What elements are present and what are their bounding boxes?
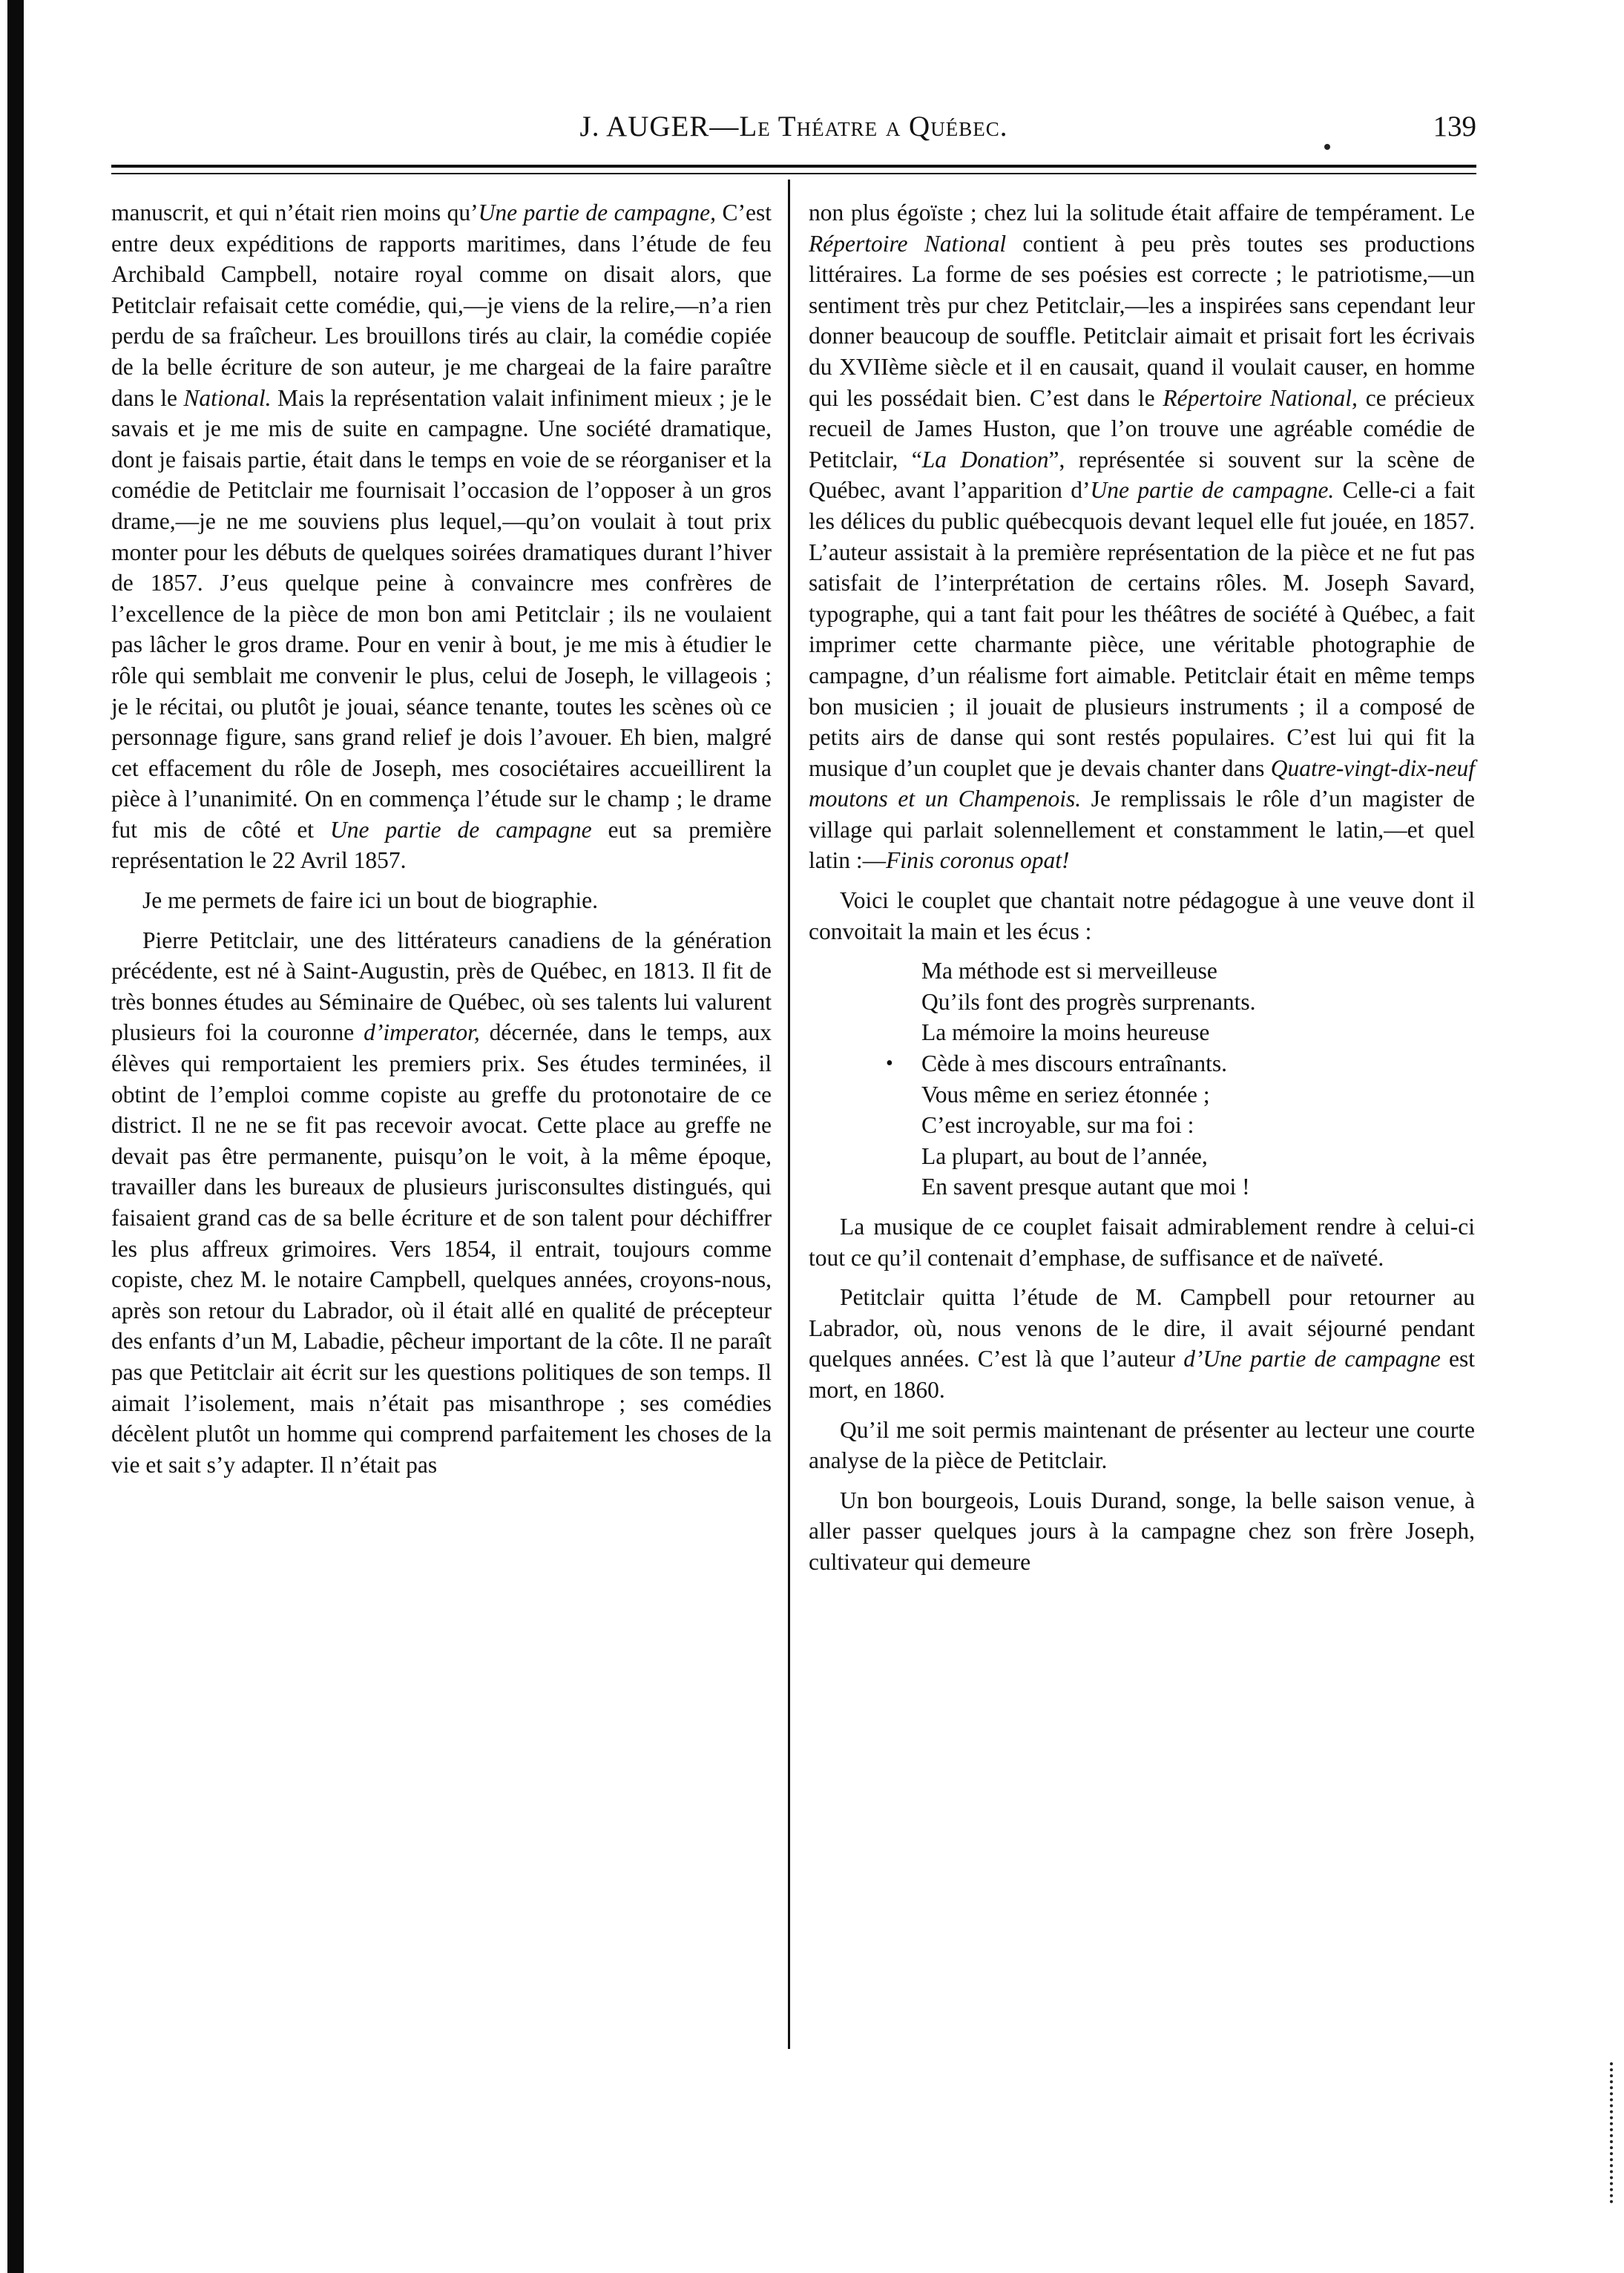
paragraph (111, 197, 772, 876)
running-head (111, 110, 1476, 143)
italic-title: National. (183, 384, 272, 411)
header-rule-thick (111, 165, 1476, 168)
verse-line: La plupart, au bout de l’année, (921, 1142, 1208, 1169)
italic-title: d’Une partie de campagne (1183, 1346, 1441, 1372)
italic-title: Une partie de campagne. (1090, 477, 1335, 504)
column-divider (788, 180, 790, 2049)
paragraph: Un bon bourgeois, Louis Durand, songe, la belle saison venue, à aller passer quelques jours à la campagne chez son frère Joseph, cultivateur qui demeure (809, 1487, 1475, 1575)
text-run: décernée, dans le temps, aux élèves qui remportaient les premiers prix. Ses études terminées, il obtint de l’emploi comme copiste au greffe du protonotaire de ce district. Il ne ne se fit pas recevoir avocat. Cette place au greffe ne devait pas être permanente, puisqu’on le voit, à la même époque, travailler dans les bureaux de plusieurs jurisconsultes distingués, qui faisaient grand cas de sa belle écriture et de son talent pour déchiffrer les plus affreux grimoires. Vers 1854, il entrait, toujours comme copiste, chez M. le notaire Campbell, quelques années, croyons-nous, après son retour du Labrador, où il était allé en qualité de précepteur des enfants d’un M, Labadie, pêcheur important de la côte. Il ne paraît pas que Petitclair ait écrit sur les questions politiques de son temps. Il aimait l’isolement, mais n’était pas misanthrope ; ses comédies décèlent plutôt un homme qui comprend parfaitement les choses de la vie et sait s’y adapter. Il n’était pas (111, 1019, 772, 1478)
text-run: eut sa première représentation le 22 Avril 1857. (111, 816, 772, 874)
scan-edge-marks (1610, 2062, 1617, 2203)
text-run: est mort, en 1860. (809, 1346, 1475, 1403)
verse-line: En savent presque autant que moi ! (921, 1174, 1250, 1200)
paragraph: Voici le couplet que chantait notre pédagogue à une veuve dont il convoitait la main et les écus : (809, 887, 1475, 944)
paragraph (111, 925, 772, 1481)
text-run: ce précieux recueil de James Huston, que l’on trouve une agréable comédie de Petitclair, “ (809, 384, 1475, 473)
verse-line: Vous même en seriez étonnée ; (921, 1081, 1210, 1108)
paragraph (809, 197, 1475, 876)
text-run: manuscrit, et qui n’était rien moins qu’ (111, 200, 479, 226)
text-run: C’est entre deux expéditions de rapports maritimes, dans l’étude de feu Archibald Campbell, notaire royal comme on disait alors, que Petitclair refaisait cette comédie, qui,—je viens de la relire,—n’a rien perdu de sa fraîcheur. Les brouillons tirés au clair, la comédie copiée de la belle écriture de son auteur, je me chargeai de la faire paraître dans le (111, 200, 772, 411)
text-run: Petitclair quitta l’étude de M. Campbell pour retourner au Labrador, où, nous venons de le dire, il avait séjourné pendant quelques années. C’est là que l’auteur (809, 1284, 1475, 1372)
italic-title: Quatre-vingt-dix-neuf moutons et un Champenois. (809, 754, 1475, 812)
running-head-title-start: Le (739, 111, 771, 142)
text-run: Celle-ci a fait les délices du public québecquois devant lequel elle fut jouée, en 1857. L’auteur assistait à la première représentation de la pièce et ne fut pas satisfait de l’interprétation de certains rôles. M. Joseph Savard, typographe, qui a tant fait pour les théâtres de société à Québec, a fait imprimer cette charmante pièce, une véritable photographie de campagne, d’un réalisme fort aimable. Petitclair était en même temps bon musicien ; il jouait de plusieurs instruments ; il a composé de petits airs de danse qui sont restés populaires. C’est lui qui fit la musique d’un couplet que je devais chanter dans (809, 477, 1475, 781)
verse-line: C’est incroyable, sur ma foi : (921, 1112, 1194, 1139)
paragraph: La musique de ce couplet faisait admirablement rendre à celui-ci tout ce qu’il contenait d’emphase, de suffisance et de naïveté. (809, 1214, 1475, 1271)
text-run: Je remplissais le rôle d’un magister de village qui parlait solennellement et constamment le latin,—et quel latin :— (809, 786, 1475, 874)
page-number: 139 (1433, 111, 1476, 142)
header-rule-thin (111, 173, 1476, 174)
print-speck (1324, 144, 1330, 150)
paragraph: Qu’il me soit permis maintenant de présenter au lecteur une courte analyse de la pièce de Petitclair. (809, 1416, 1475, 1474)
verse-line-text: Cède à mes discours entraînants. (921, 1050, 1228, 1077)
paragraph (809, 1282, 1475, 1405)
verse-line: La mémoire la moins heureuse (921, 1019, 1210, 1046)
song-verse (809, 955, 1475, 1203)
italic-title: Répertoire National, (1163, 384, 1358, 411)
text-run: non plus égoïste ; chez lui la solitude était affaire de tempérament. Le (809, 200, 1475, 226)
scan-edge-bar (7, 0, 24, 2273)
paragraph: Je me permets de faire ici un bout de biographie. (142, 887, 599, 914)
verse-line: Qu’ils font des progrès surprenants. (921, 988, 1256, 1015)
right-column (809, 197, 1475, 1578)
running-head-author: J. AUGER (579, 111, 710, 142)
italic-term: d’imperator, (364, 1019, 480, 1046)
left-column (111, 197, 772, 1480)
text-run: contient à peu près toutes ses productions littéraires. La forme de ses poésies est correcte ; le patriotisme,—un sentiment très pur chez Petitclair,—les a inspirées sans cependant leur donner beaucoup de souffle. Petitclair aimait et prisait fort les écrivais du XVIIème siècle et il en causait, quand il voulait causer, en homme qui les possédait bien. C’est dans le (809, 230, 1475, 411)
italic-title: La Donation (921, 446, 1049, 473)
verse-line: Ma méthode est si merveilleuse (921, 958, 1217, 984)
running-head-dash: — (709, 111, 740, 142)
verse-bullet: • (886, 1052, 893, 1076)
text-run: ”, représentée si souvent sur la scène de Québec, avant l’apparition d’ (809, 446, 1475, 504)
text-run: Mais la représentation valait infiniment mieux ; je le savais et je me mis de suite en campagne. Une société dramatique, dont je faisais partie, était dans le temps en voie de se réorganiser et la comédie de Petitclair me fournisait l’occasion de l’opposer à un gros drame,—je ne me souviens plus lequel,—qu’on voulait à tout prix monter pour les débuts de quelques soirées dramatiques durant l’hiver de 1857. J’eus quelque peine à convaincre mes confrères de l’excellence de la pièce de mon bon ami Petitclair ; ils ne voulaient pas lâcher le gros drame. Pour en venir à bout, je me mis à étudier le rôle qui semblait me convenir le plus, celui de Joseph, le villageois ; je le récitai, ou plutôt je jouai, séance tenante, toutes les scènes où ce personnage figure, sans grand relief je dois l’avouer. Eh bien, malgré cet effacement du rôle de Joseph, mes cosociétaires accueillirent la pièce à l’unanimité. On en commença l’étude sur le champ ; le drame fut mis de côté et (111, 384, 772, 843)
italic-title: Répertoire National (809, 230, 1007, 257)
italic-title: Une partie de campagne (329, 816, 592, 843)
page-header (111, 110, 1476, 154)
verse-line (886, 1048, 1475, 1079)
italic-quote: Finis coronus opat! (886, 847, 1070, 874)
italic-title: Une partie de campagne, (478, 200, 716, 226)
text-run: Pierre Petitclair, une des littérateurs canadiens de la génération précédente, est né à Saint-Augustin, près de Québec, en 1813. Il fit de très bonnes études au Séminaire de Québec, où ses talents lui valurent plusieurs foi la couronne (111, 927, 772, 1046)
running-head-title: Théatre a Québec. (770, 111, 1008, 142)
